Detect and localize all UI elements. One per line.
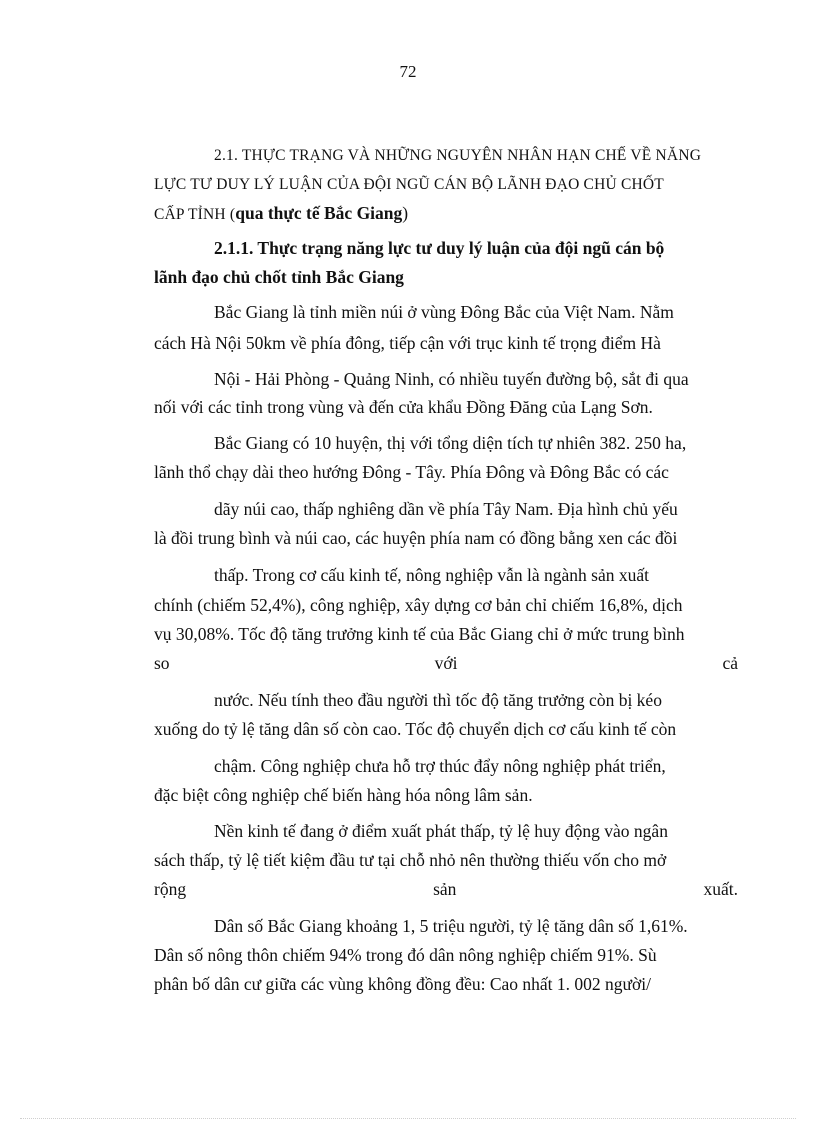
section-heading-line-3 [154, 202, 408, 226]
section-heading-line-2 [154, 174, 738, 196]
body-line-19-word-3: xuất. [703, 879, 738, 899]
body-line-20: Dân số Bắc Giang khoảng 1, 5 triệu người, tỷ lệ tăng dân số 1,61%. [214, 916, 688, 936]
body-line-12-word-2: với [434, 653, 458, 673]
body-line-4: nối với các tỉnh trong vùng và đến cửa khẩu Đồng Đăng của Lạng Sơn. [154, 397, 653, 417]
page-number: 72 [399, 62, 417, 81]
body-line-14: xuống do tỷ lệ tăng dân số còn cao. Tốc độ chuyển dịch cơ cấu kinh tế còn [154, 719, 677, 739]
page-bottom-rule [20, 1118, 796, 1119]
body-line-2: cách Hà Nội 50km về phía đông, tiếp cận với trục kinh tế trọng điểm Hà [154, 333, 661, 353]
body-line-21: Dân số nông thôn chiếm 94% trong đó dân nông nghiệp chiếm 91%. Sù [154, 945, 657, 965]
section-heading-text-1: 2.1. THỰC TRẠNG VÀ NHỮNG NGUYÊN NHÂN HẠN CHẾ VỀ NĂNG [214, 147, 702, 164]
subsection-heading-line-2: lãnh đạo chủ chốt tỉnh Bắc Giang [154, 267, 404, 287]
body-line-12-word-3: cả [722, 653, 738, 673]
section-heading-text-2: LỰC TƯ DUY LÝ LUẬN CỦA ĐỘI NGŨ CÁN BỘ LÃNH ĐẠO CHỦ CHỐT [154, 176, 664, 193]
section-heading-line-1 [214, 145, 738, 167]
body-line-15: chậm. Công nghiệp chưa hỗ trợ thúc đẩy nông nghiệp phát triển, [214, 756, 666, 776]
body-line-22: phân bố dân cư giữa các vùng không đồng đều: Cao nhất 1. 002 người/ [154, 974, 651, 994]
body-line-8: là đồi trung bình và núi cao, các huyện phía nam có đồng bằng xen các đồi [154, 528, 678, 548]
body-line-10: chính (chiếm 52,4%), công nghiệp, xây dựng cơ bản chỉ chiếm 16,8%, dịch [154, 595, 683, 615]
body-line-17: Nền kinh tế đang ở điểm xuất phát thấp, tỷ lệ huy động vào ngân [214, 821, 668, 841]
body-line-16: đặc biệt công nghiệp chế biến hàng hóa nông lâm sản. [154, 785, 533, 805]
body-line-1: Bắc Giang là tỉnh miền núi ở vùng Đông Bắc của Việt Nam. Nằm [214, 302, 674, 322]
body-line-7: dãy núi cao, thấp nghiêng dần về phía Tây Nam. Địa hình chủ yếu [214, 499, 678, 519]
subsection-heading-line-1: 2.1.1. Thực trạng năng lực tư duy lý luận của đội ngũ cán bộ [214, 238, 665, 258]
body-line-9: thấp. Trong cơ cấu kinh tế, nông nghiệp vẫn là ngành sản xuất [214, 565, 650, 585]
body-line-19-word-1: rộng [154, 879, 187, 899]
section-heading-caps: CẤP TỈNH ( [154, 206, 236, 223]
body-line-3: Nội - Hải Phòng - Quảng Ninh, có nhiều tuyến đường bộ, sắt đi qua [214, 369, 689, 389]
section-heading-bold: qua thực tế Bắc Giang [235, 203, 403, 223]
body-line-13: nước. Nếu tính theo đầu người thì tốc độ tăng trưởng còn bị kéo [214, 690, 662, 710]
body-line-5: Bắc Giang có 10 huyện, thị với tổng diện tích tự nhiên 382. 250 ha, [214, 433, 687, 453]
body-line-19 [154, 878, 738, 900]
section-heading-close-paren: ) [402, 203, 409, 223]
body-line-19-word-2: sản [433, 879, 457, 899]
body-line-12 [154, 652, 738, 674]
body-line-18: sách thấp, tỷ lệ tiết kiệm đầu tư tại chỗ nhỏ nên thường thiếu vốn cho mở [154, 850, 667, 870]
body-line-6: lãnh thổ chạy dài theo hướng Đông - Tây. Phía Đông và Đông Bắc có các [154, 462, 669, 482]
body-line-11: vụ 30,08%. Tốc độ tăng trưởng kinh tế của Bắc Giang chỉ ở mức trung bình [154, 624, 685, 644]
body-line-12-word-1: so [154, 653, 170, 673]
